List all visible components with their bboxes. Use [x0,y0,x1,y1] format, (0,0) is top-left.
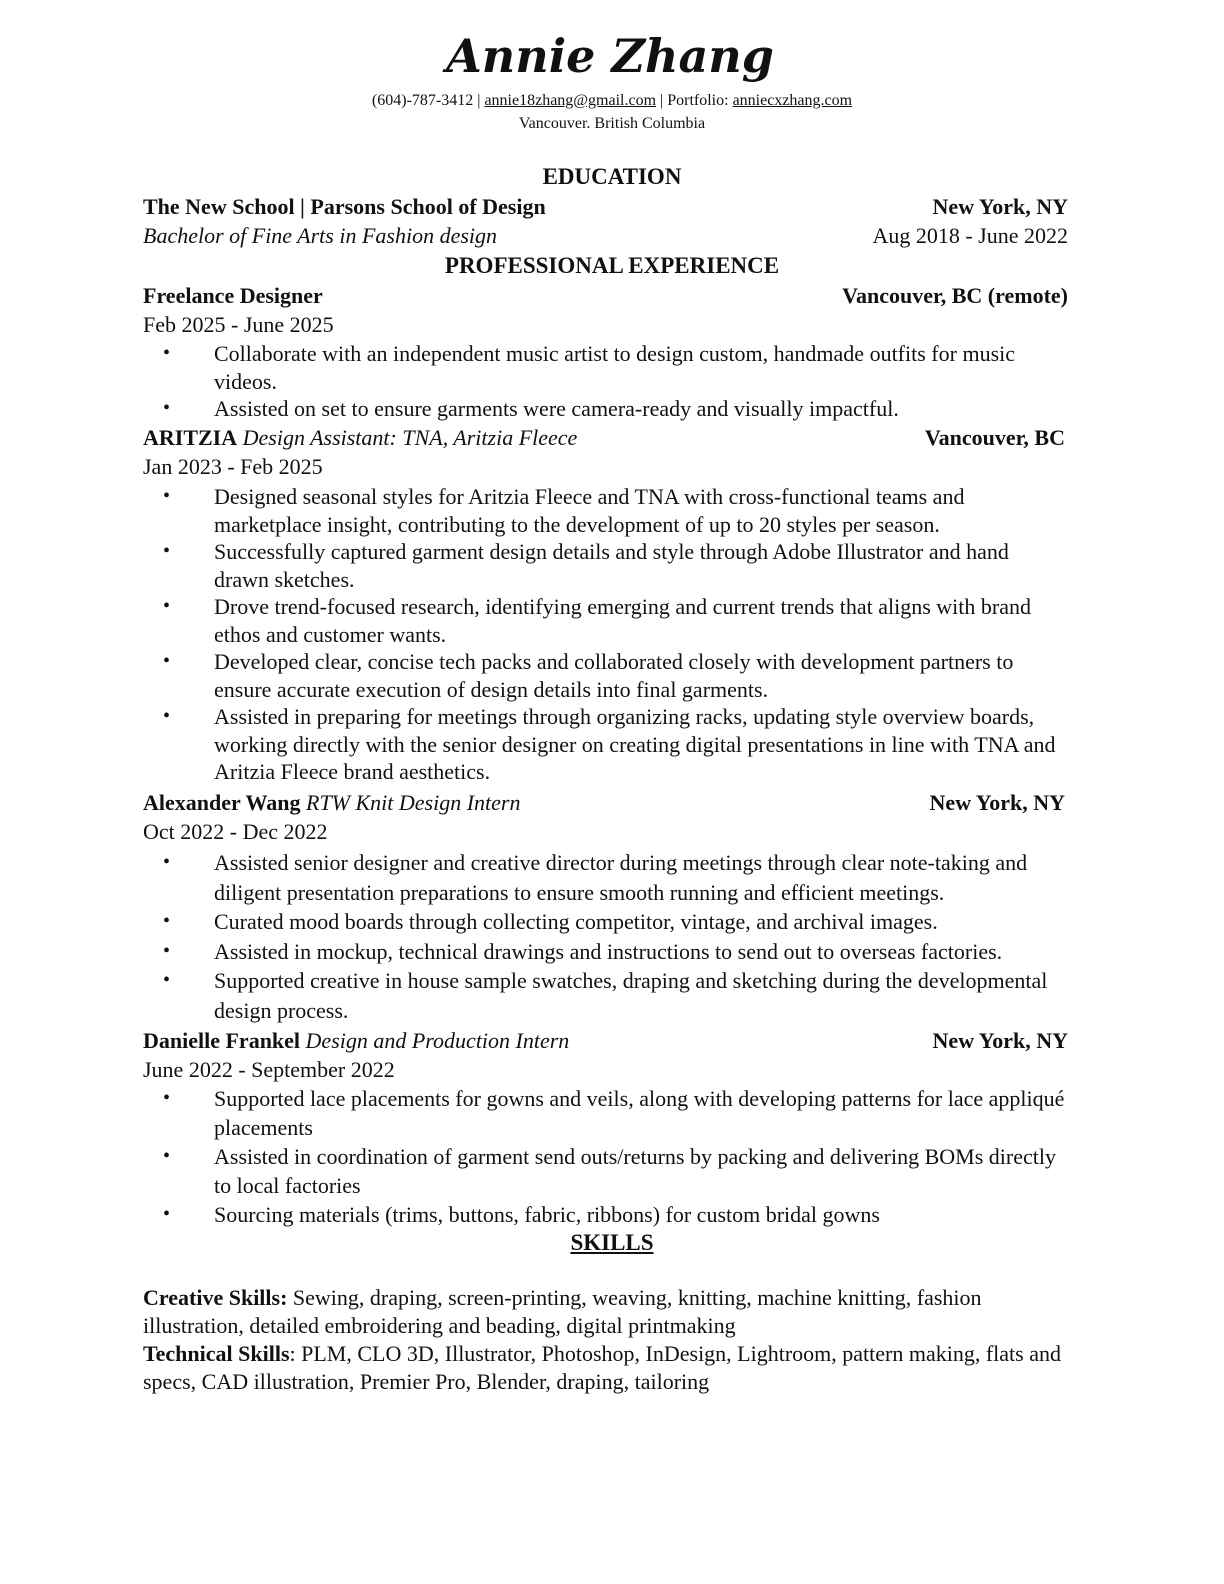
job-place: New York, NY [929,790,1065,815]
list-item: • Assisted senior designer and creative director during meetings through clear note-taking and diligent presentation preparations to ensure smooth running and efficient meetings. [163,850,1028,905]
skills-heading: SKILLS [570,1230,654,1255]
creative-skills-text: Sewing, draping, screen-printing, weaving, knitting, machine knitting, fashion illustration, detailed embroidering and beading, digital printmaking [143,1285,982,1338]
job-dates: Feb 2025 - June 2025 [143,312,334,337]
list-item: • Curated mood boards through collecting competitor, vintage, and archival images. [143,907,1068,937]
degree-row [143,222,1068,250]
job-header [143,424,1065,452]
list-item: • Drove trend-focused research, identifying emerging and current trends that aligns with brand ethos and customer wants. [163,594,1031,647]
list-item: • Designed seasonal styles for Aritzia Fleece and TNA with cross-functional teams and marketplace insight, contributing to the development of up to 20 styles per season. [163,484,965,537]
technical-skills-text: : PLM, CLO 3D, Illustrator, Photoshop, InDesign, Lightroom, pattern making, flats and specs, CAD illustration, Premier Pro, Blender, draping, tailoring [143,1341,1061,1394]
school-name: The New School | Parsons School of Design [143,194,546,219]
bullet-icon: • [163,397,171,419]
list-item: • Developed clear, concise tech packs and collaborated closely with development partners to ensure accurate execution of design details into final garments. [163,649,1014,702]
bullet-icon: • [163,650,171,672]
bullet-icon: • [163,1087,171,1109]
education-heading: EDUCATION [542,164,682,189]
contact-line: (604)-787-3412 | annie18zhang@gmail.com | Portfolio: anniecxzhang.com [371,92,853,109]
creative-skills [143,1284,1068,1340]
job-header [143,1027,1068,1055]
job-company: Danielle Frankel [143,1028,301,1053]
bullet-icon: • [163,1145,171,1167]
school-place: New York, NY [932,194,1068,219]
svg-text:Annie Zhang: Annie Zhang [446,29,774,83]
job-bullets [143,848,1068,1025]
creative-skills-label: Creative Skills: [143,1285,288,1310]
job-role: Design and Production Intern [305,1028,570,1053]
bullet-icon: • [163,939,171,962]
job-dates: June 2022 - September 2022 [143,1057,395,1082]
list-item: • Collaborate with an independent music artist to design custom, handmade outfits for music videos. [163,341,1016,394]
education-row [143,193,1068,221]
bullet-icon: • [163,540,171,562]
education-dates: Aug 2018 - June 2022 [872,223,1068,248]
bullet-icon: • [163,705,171,727]
portfolio-link[interactable]: anniecxzhang.com [732,92,853,109]
phone: (604)-787-3412 [371,92,474,109]
job-bullets [143,1084,1068,1229]
job-bullets [143,483,1068,786]
job-company: ARITZIA [143,425,238,450]
job-role: Design Assistant: TNA, Aritzia Fleece [242,425,578,450]
experience-heading: PROFESSIONAL EXPERIENCE [444,253,780,278]
bullet-icon: • [163,969,171,991]
list-item: • Assisted on set to ensure garments were camera-ready and visually impactful. [163,396,899,421]
email-link[interactable]: annie18zhang@gmail.com [484,92,657,109]
bullet-icon: • [163,485,171,507]
job-company: Alexander Wang [143,790,301,815]
bullet-icon: • [163,851,171,873]
list-item: • Assisted in coordination of garment send outs/returns by packing and delivering BOMs directly to local factories [163,1144,1056,1198]
list-item: • Supported lace placements for gowns and veils, along with developing patterns for lace appliqué placements [163,1086,1065,1140]
bullet-icon: • [163,910,171,932]
job-bullets [143,340,1068,423]
bullet-icon: • [163,1203,171,1225]
job-header [143,789,1065,817]
job-dates: Oct 2022 - Dec 2022 [143,819,328,844]
job-company: Freelance Designer [143,283,323,308]
technical-skills [143,1340,1068,1396]
technical-skills-label: Technical Skills [143,1341,290,1366]
job-place: New York, NY [932,1028,1068,1053]
location: Vancouver. British Columbia [518,115,706,132]
job-place: Vancouver, BC [924,425,1065,450]
degree: Bachelor of Fine Arts in Fashion design [143,223,498,248]
bullet-icon: • [163,342,171,364]
job-header [143,282,1068,310]
list-item: • Assisted in mockup, technical drawings and instructions to send out to overseas factories. [143,937,1068,967]
list-item: • Sourcing materials (trims, buttons, fabric, ribbons) for custom bridal gowns [163,1202,880,1227]
job-place: Vancouver, BC (remote) [842,283,1068,308]
signature-name [440,20,780,100]
list-item: • Supported creative in house sample swatches, draping and sketching during the developmental design process. [163,968,1048,1023]
job-role: RTW Knit Design Intern [306,790,521,815]
bullet-icon: • [163,595,171,617]
list-item: • Assisted in preparing for meetings through organizing racks, updating style overview boards, working directly with the senior designer on creating digital presentations in line with TNA and Aritzia Fleece brand aesthetics. [163,704,1056,784]
list-item: • Successfully captured garment design details and style through Adobe Illustrator and hand drawn sketches. [163,539,1009,592]
job-dates: Jan 2023 - Feb 2025 [143,454,323,479]
